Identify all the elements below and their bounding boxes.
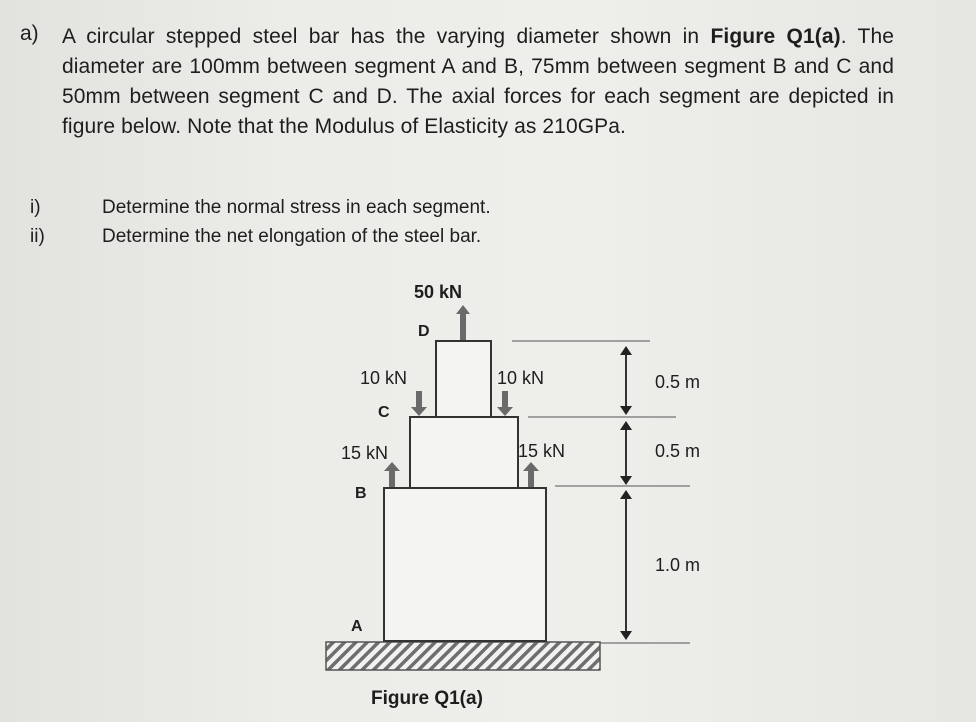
- dimension-label-cd: 0.5 m: [655, 372, 701, 392]
- arrow-up-icon-15kn-right: [523, 462, 539, 487]
- load-label-10kn-right: 10 kN: [497, 368, 545, 388]
- load-label-15kn-left: 15 kN: [341, 443, 389, 463]
- point-label-a: A: [351, 618, 363, 635]
- fixed-support-hatch: [326, 642, 600, 670]
- load-label-50kn: 50 kN: [414, 282, 463, 302]
- dimension-label-bc: 0.5 m: [655, 441, 701, 461]
- arrow-up-icon-15kn-left: [384, 462, 400, 487]
- segment-bc: [410, 417, 518, 488]
- dim-arrow-ab-top: [620, 490, 632, 499]
- arrow-up-icon-50kn: [456, 305, 470, 340]
- subquestion-2-text: Determine the net elongation of the steel bar.: [102, 226, 482, 247]
- question-label: a): [20, 22, 39, 45]
- dim-arrow-cd-top: [620, 346, 632, 355]
- load-label-15kn-right: 15 kN: [518, 441, 566, 461]
- dimension-label-ab: 1.0 m: [655, 555, 701, 575]
- dim-arrow-bc-bottom: [620, 476, 632, 485]
- subquestion-1-text: Determine the normal stress in each segment.: [102, 197, 491, 218]
- point-label-d: D: [418, 323, 430, 340]
- subquestion-2-number: ii): [30, 226, 45, 247]
- dim-arrow-bc-top: [620, 421, 632, 430]
- arrow-down-icon-10kn-right: [497, 391, 513, 416]
- point-label-b: B: [355, 485, 367, 502]
- figure-reference: Figure Q1(a): [710, 25, 841, 48]
- subquestion-1-number: i): [30, 197, 41, 218]
- dim-arrow-ab-bottom: [620, 631, 632, 640]
- question-text-rest: . The diameter are 100mm between segment A and B, 75mm between segment B and C and 50mm between segment C and D. The axial forces for each segment are depicted in figure below. Note that the Modulus of Elasticity as 210GPa.: [62, 25, 894, 138]
- dim-arrow-cd-bottom: [620, 406, 632, 415]
- arrow-down-icon-10kn-left: [411, 391, 427, 416]
- point-label-c: C: [378, 404, 390, 421]
- figure-caption: Figure Q1(a): [371, 688, 483, 709]
- question-text-intro: A circular stepped steel bar has the varying diameter shown in: [62, 25, 711, 48]
- load-label-10kn-left: 10 kN: [360, 368, 408, 388]
- segment-ab: [384, 488, 546, 641]
- segment-cd: [436, 341, 491, 417]
